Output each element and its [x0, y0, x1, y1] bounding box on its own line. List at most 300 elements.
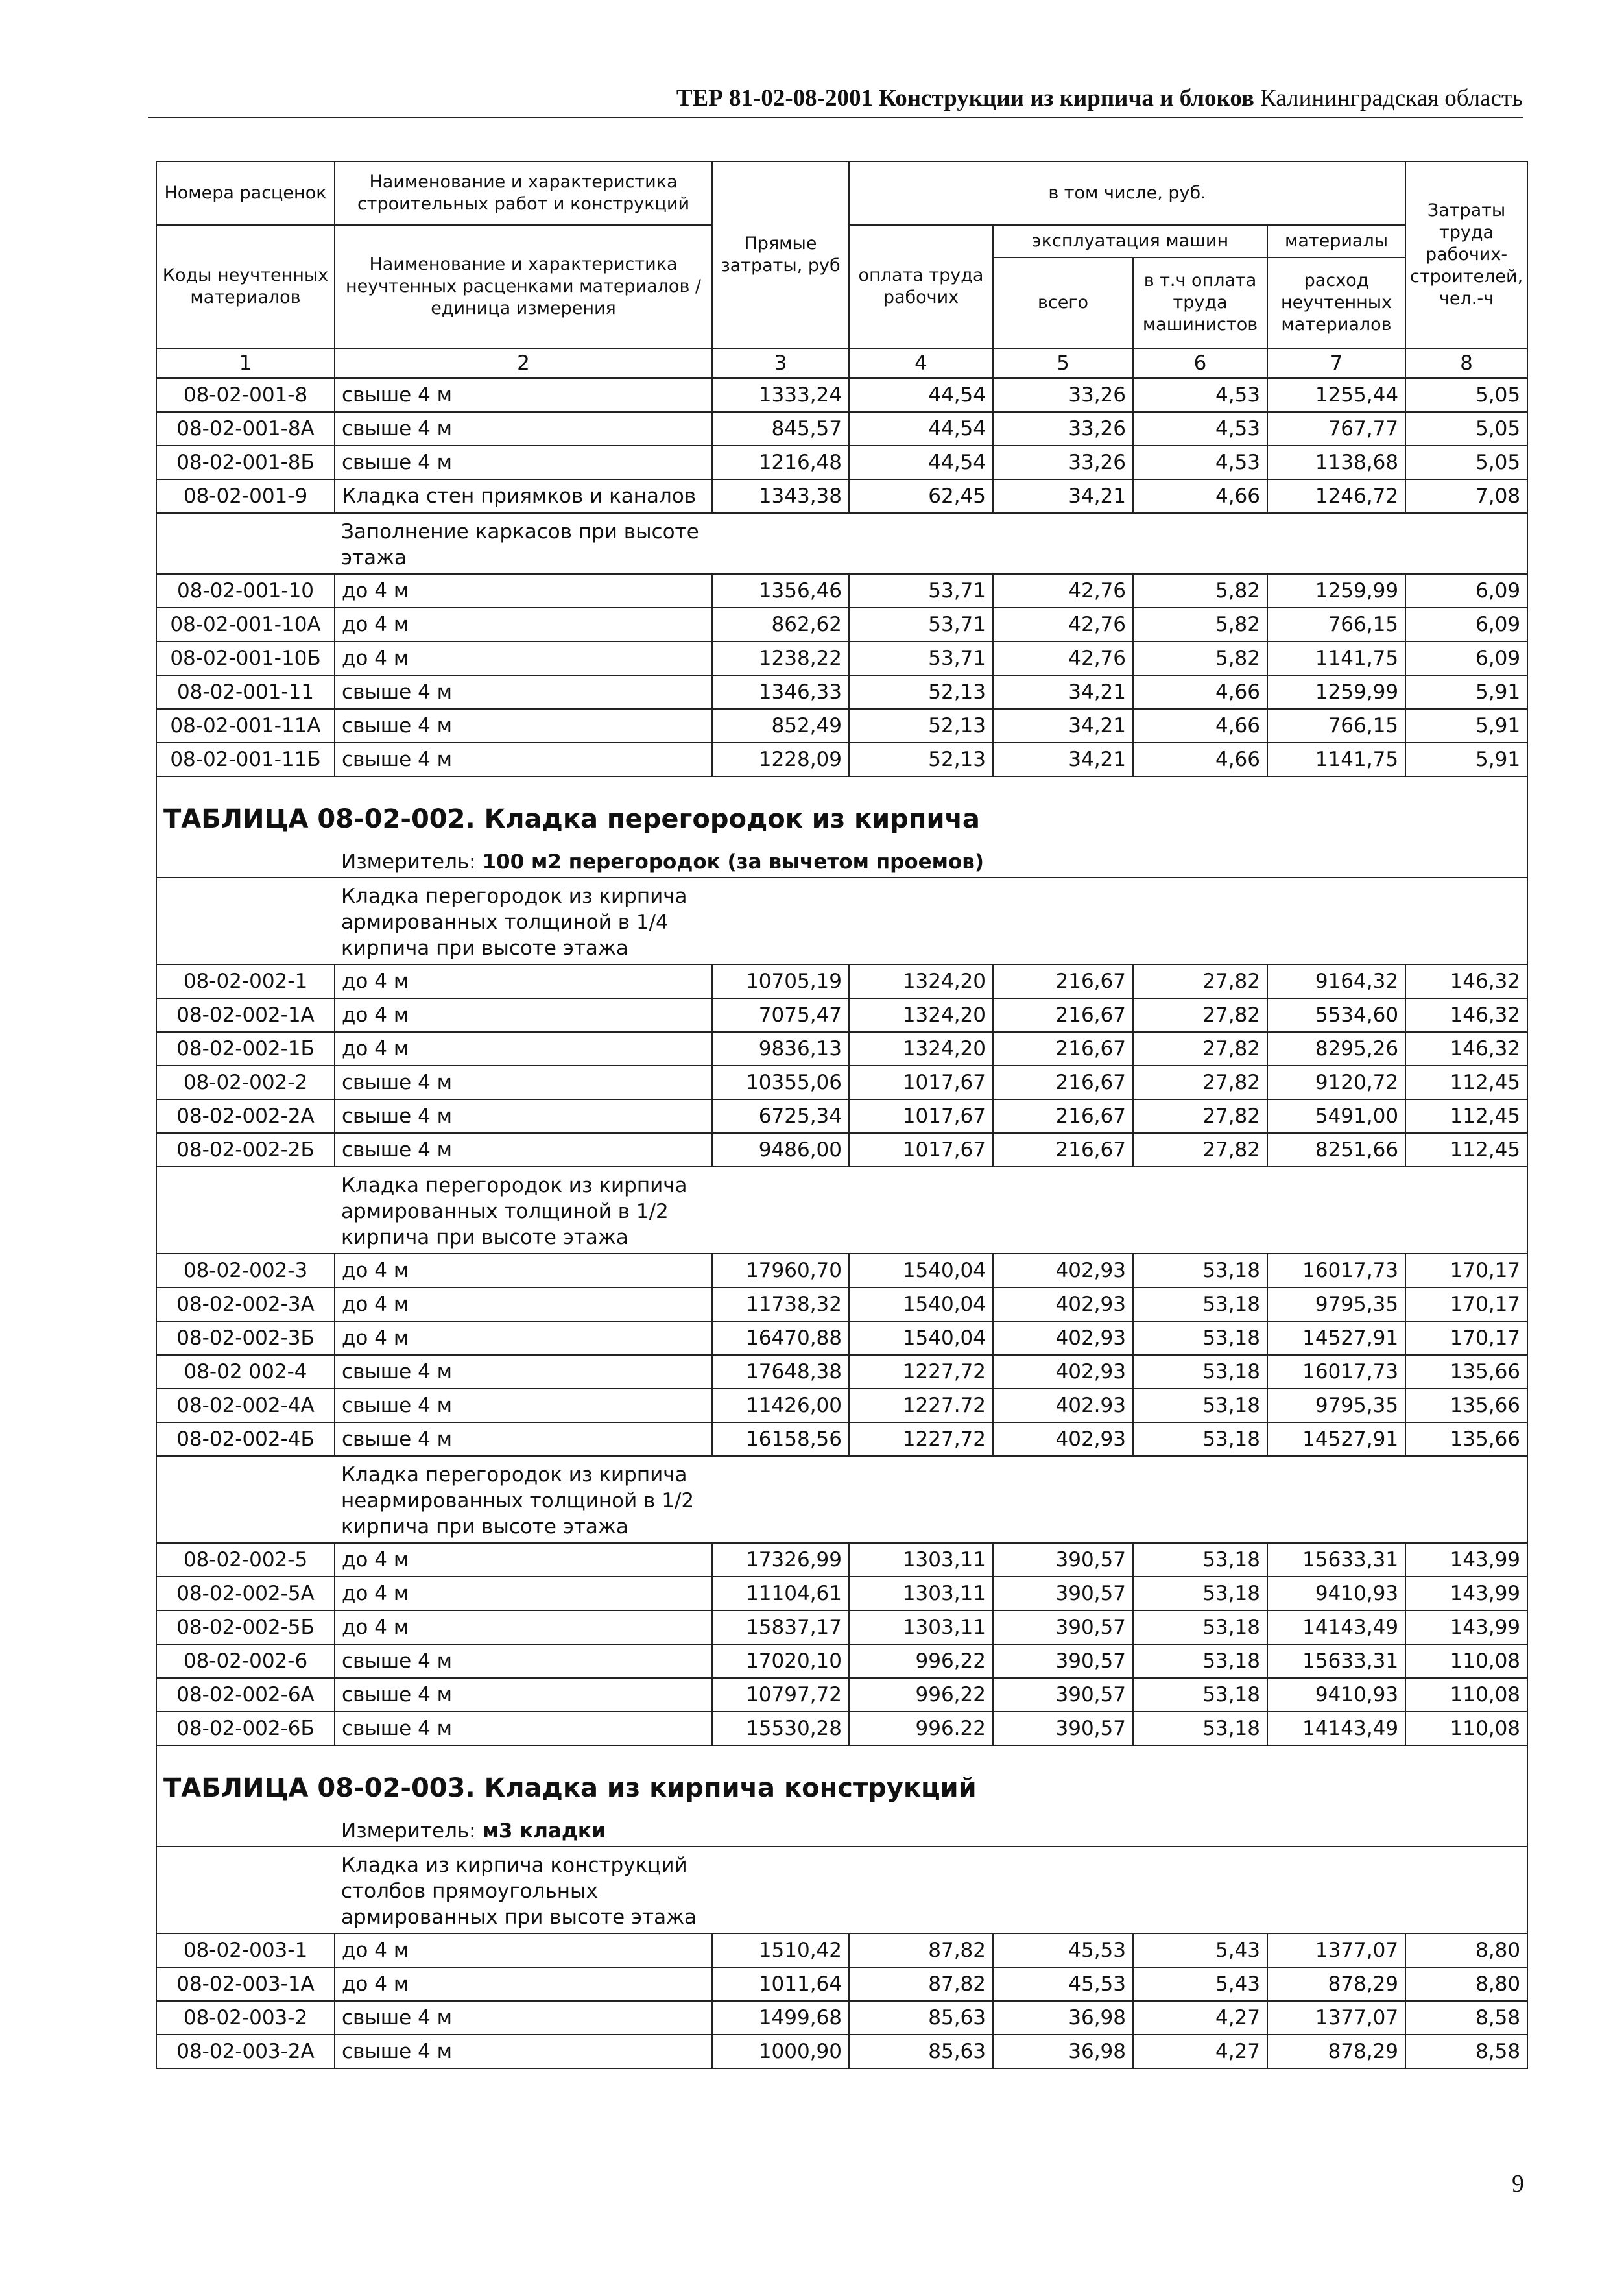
- table-row: [156, 1032, 1527, 1066]
- direct-costs-cell: 10355,06: [712, 1066, 849, 1099]
- rate-code-cell: 08-02-002-2: [156, 1066, 335, 1099]
- operator-pay-cell: 53,18: [1133, 1422, 1267, 1456]
- materials-cell: 14527,91: [1267, 1422, 1405, 1456]
- rate-code-cell: 08-02-002-1Б: [156, 1032, 335, 1066]
- work-name-cell: до 4 м: [335, 641, 712, 675]
- operator-pay-cell: 27,82: [1133, 998, 1267, 1032]
- operator-pay-cell: 4,53: [1133, 446, 1267, 479]
- materials-cell: 16017,73: [1267, 1355, 1405, 1389]
- table-row: [156, 1967, 1527, 2001]
- work-name-cell: свыше 4 м: [335, 1678, 712, 1712]
- labor-hours-cell: 135,66: [1405, 1389, 1527, 1422]
- operator-pay-cell: 4,66: [1133, 743, 1267, 776]
- measure-value: м3 кладки: [482, 1819, 606, 1843]
- machines-total-cell: 402,93: [993, 1355, 1133, 1389]
- work-name-cell: свыше 4 м: [335, 743, 712, 776]
- work-name-cell: до 4 м: [335, 574, 712, 608]
- work-name-cell: свыше 4 м: [335, 1389, 712, 1422]
- table-row: [156, 378, 1527, 412]
- header-rule: [148, 117, 1523, 118]
- rate-code-cell: 08-02-002-5А: [156, 1577, 335, 1610]
- direct-costs-cell: 16158,56: [712, 1422, 849, 1456]
- worker-pay-cell: 62,45: [849, 479, 993, 513]
- direct-costs-cell: 6725,34: [712, 1099, 849, 1133]
- rate-code-cell: 08-02-003-1А: [156, 1967, 335, 2001]
- machines-total-cell: 402,93: [993, 1422, 1133, 1456]
- work-name-cell: свыше 4 м: [335, 1099, 712, 1133]
- rate-code-cell: 08-02-002-1: [156, 964, 335, 998]
- direct-costs-cell: 9486,00: [712, 1133, 849, 1167]
- direct-costs-cell: 15837,17: [712, 1610, 849, 1644]
- column-number: 4: [849, 348, 993, 378]
- machines-total-cell: 216,67: [993, 1133, 1133, 1167]
- worker-pay-cell: 1324,20: [849, 964, 993, 998]
- group-row: [156, 1847, 1527, 1933]
- table-row: [156, 1321, 1527, 1355]
- direct-costs-cell: 9836,13: [712, 1032, 849, 1066]
- table-row: [156, 1355, 1527, 1389]
- labor-hours-cell: 6,09: [1405, 574, 1527, 608]
- worker-pay-cell: 1540,04: [849, 1287, 993, 1321]
- materials-cell: 878,29: [1267, 1967, 1405, 2001]
- worker-pay-cell: 44,54: [849, 378, 993, 412]
- operator-pay-cell: 4,53: [1133, 412, 1267, 446]
- machines-total-cell: 36,98: [993, 2035, 1133, 2068]
- materials-cell: 1246,72: [1267, 479, 1405, 513]
- operator-pay-cell: 4,66: [1133, 675, 1267, 709]
- materials-cell: 9795,35: [1267, 1389, 1405, 1422]
- materials-cell: 14143,49: [1267, 1610, 1405, 1644]
- direct-costs-cell: 1228,09: [712, 743, 849, 776]
- worker-pay-cell: 44,54: [849, 446, 993, 479]
- materials-cell: 5534,60: [1267, 998, 1405, 1032]
- materials-cell: 15633,31: [1267, 1644, 1405, 1678]
- work-name-cell: до 4 м: [335, 1321, 712, 1355]
- work-name-cell: свыше 4 м: [335, 1644, 712, 1678]
- rate-code-cell: 08-02-001-8Б: [156, 446, 335, 479]
- direct-costs-cell: 17020,10: [712, 1644, 849, 1678]
- rate-code-cell: 08-02-002-3Б: [156, 1321, 335, 1355]
- machines-total-cell: 34,21: [993, 675, 1133, 709]
- machines-total-cell: 390,57: [993, 1712, 1133, 1745]
- labor-hours-cell: 170,17: [1405, 1321, 1527, 1355]
- col-header-operator-pay: в т.ч оплата труда машинистов: [1133, 257, 1267, 348]
- col-header-rate-numbers: Номера расценок: [156, 162, 335, 225]
- rate-code-cell: 08-02-002-2А: [156, 1099, 335, 1133]
- materials-cell: 1259,99: [1267, 574, 1405, 608]
- machines-total-cell: 42,76: [993, 608, 1133, 641]
- materials-cell: 1377,07: [1267, 1933, 1405, 1967]
- labor-hours-cell: 112,45: [1405, 1099, 1527, 1133]
- work-name-cell: до 4 м: [335, 1610, 712, 1644]
- labor-hours-cell: 5,91: [1405, 709, 1527, 743]
- worker-pay-cell: 52,13: [849, 709, 993, 743]
- table-title: ТАБЛИЦА 08-02-003. Кладка из кирпича конструкций: [156, 1745, 1527, 1816]
- rate-code-cell: 08-02-002-2Б: [156, 1133, 335, 1167]
- worker-pay-cell: 85,63: [849, 2035, 993, 2068]
- labor-hours-cell: 6,09: [1405, 608, 1527, 641]
- table-row: [156, 964, 1527, 998]
- rate-code-cell: 08-02-001-10: [156, 574, 335, 608]
- rates-table: [156, 161, 1528, 2069]
- materials-cell: 8295,26: [1267, 1032, 1405, 1066]
- machines-total-cell: 216,67: [993, 1066, 1133, 1099]
- operator-pay-cell: 53,18: [1133, 1610, 1267, 1644]
- materials-cell: 9410,93: [1267, 1678, 1405, 1712]
- operator-pay-cell: 53,18: [1133, 1543, 1267, 1577]
- materials-cell: 878,29: [1267, 2035, 1405, 2068]
- machines-total-cell: 402.93: [993, 1389, 1133, 1422]
- table-row: [156, 446, 1527, 479]
- labor-hours-cell: 7,08: [1405, 479, 1527, 513]
- rate-code-cell: 08-02-001-10Б: [156, 641, 335, 675]
- measure-unit: [156, 847, 1527, 878]
- measure-unit: [156, 1816, 1527, 1847]
- col-header-material-codes: Коды неучтенных материалов: [156, 225, 335, 348]
- worker-pay-cell: 1227.72: [849, 1389, 993, 1422]
- materials-cell: 767,77: [1267, 412, 1405, 446]
- materials-cell: 1141,75: [1267, 743, 1405, 776]
- machines-total-cell: 402,93: [993, 1287, 1133, 1321]
- operator-pay-cell: 4,66: [1133, 709, 1267, 743]
- labor-hours-cell: 146,32: [1405, 964, 1527, 998]
- operator-pay-cell: 27,82: [1133, 964, 1267, 998]
- labor-hours-cell: 170,17: [1405, 1254, 1527, 1287]
- labor-hours-cell: 5,05: [1405, 378, 1527, 412]
- work-name-cell: до 4 м: [335, 1577, 712, 1610]
- machines-total-cell: 216,67: [993, 1099, 1133, 1133]
- table-row: [156, 1543, 1527, 1577]
- work-name-cell: свыше 4 м: [335, 675, 712, 709]
- group-label: Кладка перегородок из кирпича неармированных толщиной в 1/2 кирпича при высоте этажа: [335, 1456, 712, 1543]
- operator-pay-cell: 5,82: [1133, 574, 1267, 608]
- operator-pay-cell: 4,27: [1133, 2001, 1267, 2035]
- labor-hours-cell: 143,99: [1405, 1543, 1527, 1577]
- worker-pay-cell: 996.22: [849, 1712, 993, 1745]
- col-header-material-names: Наименование и характеристика неучтенных расценками материалов / единица измерения: [335, 225, 712, 348]
- direct-costs-cell: 11738,32: [712, 1287, 849, 1321]
- labor-hours-cell: 6,09: [1405, 641, 1527, 675]
- table-body: [156, 378, 1527, 2068]
- work-name-cell: свыше 4 м: [335, 1133, 712, 1167]
- labor-hours-cell: 8,58: [1405, 2035, 1527, 2068]
- worker-pay-cell: 996,22: [849, 1678, 993, 1712]
- worker-pay-cell: 1017,67: [849, 1133, 993, 1167]
- machines-total-cell: 33,26: [993, 412, 1133, 446]
- work-name-cell: до 4 м: [335, 1032, 712, 1066]
- table-row: [156, 1712, 1527, 1745]
- rate-code-cell: 08-02-003-1: [156, 1933, 335, 1967]
- column-number: 8: [1405, 348, 1527, 378]
- worker-pay-cell: 1303,11: [849, 1577, 993, 1610]
- col-header-worker-pay: оплата труда рабочих: [849, 225, 993, 348]
- work-name-cell: свыше 4 м: [335, 1422, 712, 1456]
- materials-cell: 14143,49: [1267, 1712, 1405, 1745]
- operator-pay-cell: 27,82: [1133, 1066, 1267, 1099]
- table-header: [156, 162, 1527, 378]
- group-label: Кладка перегородок из кирпича армированных толщиной в 1/4 кирпича при высоте этажа: [335, 878, 712, 964]
- labor-hours-cell: 110,08: [1405, 1712, 1527, 1745]
- column-number: 2: [335, 348, 712, 378]
- table-title: ТАБЛИЦА 08-02-002. Кладка перегородок из кирпича: [156, 776, 1527, 847]
- table-row: [156, 574, 1527, 608]
- worker-pay-cell: 44,54: [849, 412, 993, 446]
- worker-pay-cell: 1540,04: [849, 1321, 993, 1355]
- rate-code-cell: 08-02-001-10А: [156, 608, 335, 641]
- col-header-work-name: Наименование и характеристика строительных работ и конструкций: [335, 162, 712, 225]
- operator-pay-cell: 53,18: [1133, 1712, 1267, 1745]
- group-row: [156, 1167, 1527, 1254]
- table-row: [156, 412, 1527, 446]
- worker-pay-cell: 1227,72: [849, 1355, 993, 1389]
- table-row: [156, 1066, 1527, 1099]
- materials-cell: 766,15: [1267, 608, 1405, 641]
- machines-total-cell: 390,57: [993, 1678, 1133, 1712]
- labor-hours-cell: 5,91: [1405, 743, 1527, 776]
- labor-hours-cell: 112,45: [1405, 1066, 1527, 1099]
- group-row: [156, 513, 1527, 574]
- direct-costs-cell: 17960,70: [712, 1254, 849, 1287]
- worker-pay-cell: 87,82: [849, 1967, 993, 2001]
- table-row: [156, 709, 1527, 743]
- direct-costs-cell: 1333,24: [712, 378, 849, 412]
- column-number: 6: [1133, 348, 1267, 378]
- worker-pay-cell: 1324,20: [849, 998, 993, 1032]
- worker-pay-cell: 1227,72: [849, 1422, 993, 1456]
- machines-total-cell: 34,21: [993, 743, 1133, 776]
- document-code: ТЕР 81-02-08-2001 Конструкции из кирпича и блоков: [676, 85, 1254, 112]
- work-name-cell: свыше 4 м: [335, 1712, 712, 1745]
- table-row: [156, 641, 1527, 675]
- labor-hours-cell: 135,66: [1405, 1355, 1527, 1389]
- rate-code-cell: 08-02-002-3А: [156, 1287, 335, 1321]
- machines-total-cell: 390,57: [993, 1644, 1133, 1678]
- rate-code-cell: 08-02 002-4: [156, 1355, 335, 1389]
- operator-pay-cell: 4,66: [1133, 479, 1267, 513]
- work-name-cell: свыше 4 м: [335, 709, 712, 743]
- operator-pay-cell: 5,43: [1133, 1933, 1267, 1967]
- machines-total-cell: 33,26: [993, 446, 1133, 479]
- labor-hours-cell: 143,99: [1405, 1577, 1527, 1610]
- table-row: [156, 1133, 1527, 1167]
- materials-cell: 1138,68: [1267, 446, 1405, 479]
- work-name-cell: до 4 м: [335, 964, 712, 998]
- rate-code-cell: 08-02-001-9: [156, 479, 335, 513]
- table-row: [156, 675, 1527, 709]
- materials-cell: 1377,07: [1267, 2001, 1405, 2035]
- direct-costs-cell: 17326,99: [712, 1543, 849, 1577]
- materials-cell: 1259,99: [1267, 675, 1405, 709]
- table-row: [156, 2001, 1527, 2035]
- rate-code-cell: 08-02-002-3: [156, 1254, 335, 1287]
- labor-hours-cell: 112,45: [1405, 1133, 1527, 1167]
- worker-pay-cell: 1017,67: [849, 1099, 993, 1133]
- direct-costs-cell: 10797,72: [712, 1678, 849, 1712]
- direct-costs-cell: 17648,38: [712, 1355, 849, 1389]
- table-row: [156, 1389, 1527, 1422]
- operator-pay-cell: 53,18: [1133, 1577, 1267, 1610]
- materials-cell: 766,15: [1267, 709, 1405, 743]
- col-header-labor-costs: Затраты труда рабочих-строителей, чел.-ч: [1405, 162, 1527, 348]
- machines-total-cell: 42,76: [993, 641, 1133, 675]
- operator-pay-cell: 53,18: [1133, 1321, 1267, 1355]
- rate-code-cell: 08-02-001-8: [156, 378, 335, 412]
- operator-pay-cell: 53,18: [1133, 1678, 1267, 1712]
- worker-pay-cell: 53,71: [849, 641, 993, 675]
- work-name-cell: до 4 м: [335, 1543, 712, 1577]
- operator-pay-cell: 53,18: [1133, 1355, 1267, 1389]
- work-name-cell: до 4 м: [335, 1287, 712, 1321]
- direct-costs-cell: 1499,68: [712, 2001, 849, 2035]
- region-name: Калининградская область: [1260, 85, 1523, 112]
- direct-costs-cell: 1343,38: [712, 479, 849, 513]
- measure-value: 100 м2 перегородок (за вычетом проемов): [482, 850, 985, 874]
- materials-cell: 9795,35: [1267, 1287, 1405, 1321]
- worker-pay-cell: 1540,04: [849, 1254, 993, 1287]
- rate-code-cell: 08-02-001-11Б: [156, 743, 335, 776]
- col-header-materials: материалы: [1267, 225, 1405, 257]
- operator-pay-cell: 53,18: [1133, 1254, 1267, 1287]
- rate-code-cell: 08-02-002-1А: [156, 998, 335, 1032]
- col-header-unaccounted-materials: расход неучтенных материалов: [1267, 257, 1405, 348]
- table-title-row: [156, 1745, 1527, 1816]
- col-header-including: в том числе, руб.: [849, 162, 1405, 225]
- machines-total-cell: 42,76: [993, 574, 1133, 608]
- rate-code-cell: 08-02-002-6: [156, 1644, 335, 1678]
- work-name-cell: свыше 4 м: [335, 412, 712, 446]
- table-row: [156, 1577, 1527, 1610]
- work-name-cell: свыше 4 м: [335, 1066, 712, 1099]
- work-name-cell: до 4 м: [335, 608, 712, 641]
- worker-pay-cell: 53,71: [849, 608, 993, 641]
- work-name-cell: свыше 4 м: [335, 2001, 712, 2035]
- direct-costs-cell: 862,62: [712, 608, 849, 641]
- worker-pay-cell: 52,13: [849, 743, 993, 776]
- rate-code-cell: 08-02-002-4Б: [156, 1422, 335, 1456]
- column-number: 7: [1267, 348, 1405, 378]
- table-row: [156, 1422, 1527, 1456]
- rate-code-cell: 08-02-002-6Б: [156, 1712, 335, 1745]
- worker-pay-cell: 1324,20: [849, 1032, 993, 1066]
- group-row: [156, 1456, 1527, 1543]
- materials-cell: 1141,75: [1267, 641, 1405, 675]
- labor-hours-cell: 143,99: [1405, 1610, 1527, 1644]
- direct-costs-cell: 852,49: [712, 709, 849, 743]
- machines-total-cell: 45,53: [993, 1967, 1133, 2001]
- table-row: [156, 608, 1527, 641]
- rate-code-cell: 08-02-001-8А: [156, 412, 335, 446]
- labor-hours-cell: 8,80: [1405, 1967, 1527, 2001]
- work-name-cell: Кладка стен приямков и каналов: [335, 479, 712, 513]
- column-numbers-row: [156, 348, 1527, 378]
- operator-pay-cell: 53,18: [1133, 1287, 1267, 1321]
- work-name-cell: свыше 4 м: [335, 1355, 712, 1389]
- operator-pay-cell: 5,82: [1133, 641, 1267, 675]
- worker-pay-cell: 1017,67: [849, 1066, 993, 1099]
- work-name-cell: свыше 4 м: [335, 378, 712, 412]
- table-row: [156, 2035, 1527, 2068]
- group-label: Кладка перегородок из кирпича армированных толщиной в 1/2 кирпича при высоте этажа: [335, 1167, 712, 1254]
- machines-total-cell: 33,26: [993, 378, 1133, 412]
- worker-pay-cell: 53,71: [849, 574, 993, 608]
- rate-code-cell: 08-02-002-4А: [156, 1389, 335, 1422]
- direct-costs-cell: 1356,46: [712, 574, 849, 608]
- machines-total-cell: 390,57: [993, 1577, 1133, 1610]
- direct-costs-cell: 1346,33: [712, 675, 849, 709]
- materials-cell: 16017,73: [1267, 1254, 1405, 1287]
- table-row: [156, 1933, 1527, 1967]
- operator-pay-cell: 27,82: [1133, 1032, 1267, 1066]
- materials-cell: 14527,91: [1267, 1321, 1405, 1355]
- machines-total-cell: 216,67: [993, 964, 1133, 998]
- work-name-cell: свыше 4 м: [335, 2035, 712, 2068]
- col-header-direct-costs: Прямые затраты, руб: [712, 162, 849, 348]
- operator-pay-cell: 4,27: [1133, 2035, 1267, 2068]
- rate-code-cell: 08-02-001-11А: [156, 709, 335, 743]
- group-row: [156, 878, 1527, 964]
- materials-cell: 5491,00: [1267, 1099, 1405, 1133]
- labor-hours-cell: 135,66: [1405, 1422, 1527, 1456]
- group-label: Кладка из кирпича конструкций столбов прямоугольных армированных при высоте этажа: [335, 1847, 712, 1933]
- direct-costs-cell: 16470,88: [712, 1321, 849, 1355]
- machines-total-cell: 402,93: [993, 1254, 1133, 1287]
- column-number: 5: [993, 348, 1133, 378]
- table-row: [156, 1678, 1527, 1712]
- materials-cell: 1255,44: [1267, 378, 1405, 412]
- direct-costs-cell: 1216,48: [712, 446, 849, 479]
- operator-pay-cell: 5,82: [1133, 608, 1267, 641]
- machines-total-cell: 216,67: [993, 998, 1133, 1032]
- machines-total-cell: 45,53: [993, 1933, 1133, 1967]
- machines-total-cell: 402,93: [993, 1321, 1133, 1355]
- rate-code-cell: 08-02-003-2: [156, 2001, 335, 2035]
- materials-cell: 8251,66: [1267, 1133, 1405, 1167]
- machines-total-cell: 34,21: [993, 709, 1133, 743]
- materials-cell: 15633,31: [1267, 1543, 1405, 1577]
- labor-hours-cell: 146,32: [1405, 1032, 1527, 1066]
- direct-costs-cell: 15530,28: [712, 1712, 849, 1745]
- labor-hours-cell: 5,91: [1405, 675, 1527, 709]
- direct-costs-cell: 10705,19: [712, 964, 849, 998]
- table-row: [156, 1099, 1527, 1133]
- group-label: Заполнение каркасов при высоте этажа: [335, 513, 712, 574]
- table-row: [156, 1644, 1527, 1678]
- worker-pay-cell: 1303,11: [849, 1610, 993, 1644]
- labor-hours-cell: 8,80: [1405, 1933, 1527, 1967]
- direct-costs-cell: 1011,64: [712, 1967, 849, 2001]
- direct-costs-cell: 845,57: [712, 412, 849, 446]
- labor-hours-cell: 170,17: [1405, 1287, 1527, 1321]
- measure-row: [156, 847, 1527, 878]
- worker-pay-cell: 1303,11: [849, 1543, 993, 1577]
- direct-costs-cell: 11104,61: [712, 1577, 849, 1610]
- labor-hours-cell: 110,08: [1405, 1678, 1527, 1712]
- page-number: 9: [1512, 2170, 1524, 2197]
- worker-pay-cell: 87,82: [849, 1933, 993, 1967]
- col-header-machine-operation: эксплуатация машин: [993, 225, 1267, 257]
- table-row: [156, 479, 1527, 513]
- operator-pay-cell: 27,82: [1133, 1099, 1267, 1133]
- direct-costs-cell: 1238,22: [712, 641, 849, 675]
- work-name-cell: до 4 м: [335, 1254, 712, 1287]
- rate-code-cell: 08-02-002-6А: [156, 1678, 335, 1712]
- table-row: [156, 743, 1527, 776]
- machines-total-cell: 34,21: [993, 479, 1133, 513]
- operator-pay-cell: 27,82: [1133, 1133, 1267, 1167]
- machines-total-cell: 390,57: [993, 1610, 1133, 1644]
- col-header-machines-total: всего: [993, 257, 1133, 348]
- labor-hours-cell: 5,05: [1405, 412, 1527, 446]
